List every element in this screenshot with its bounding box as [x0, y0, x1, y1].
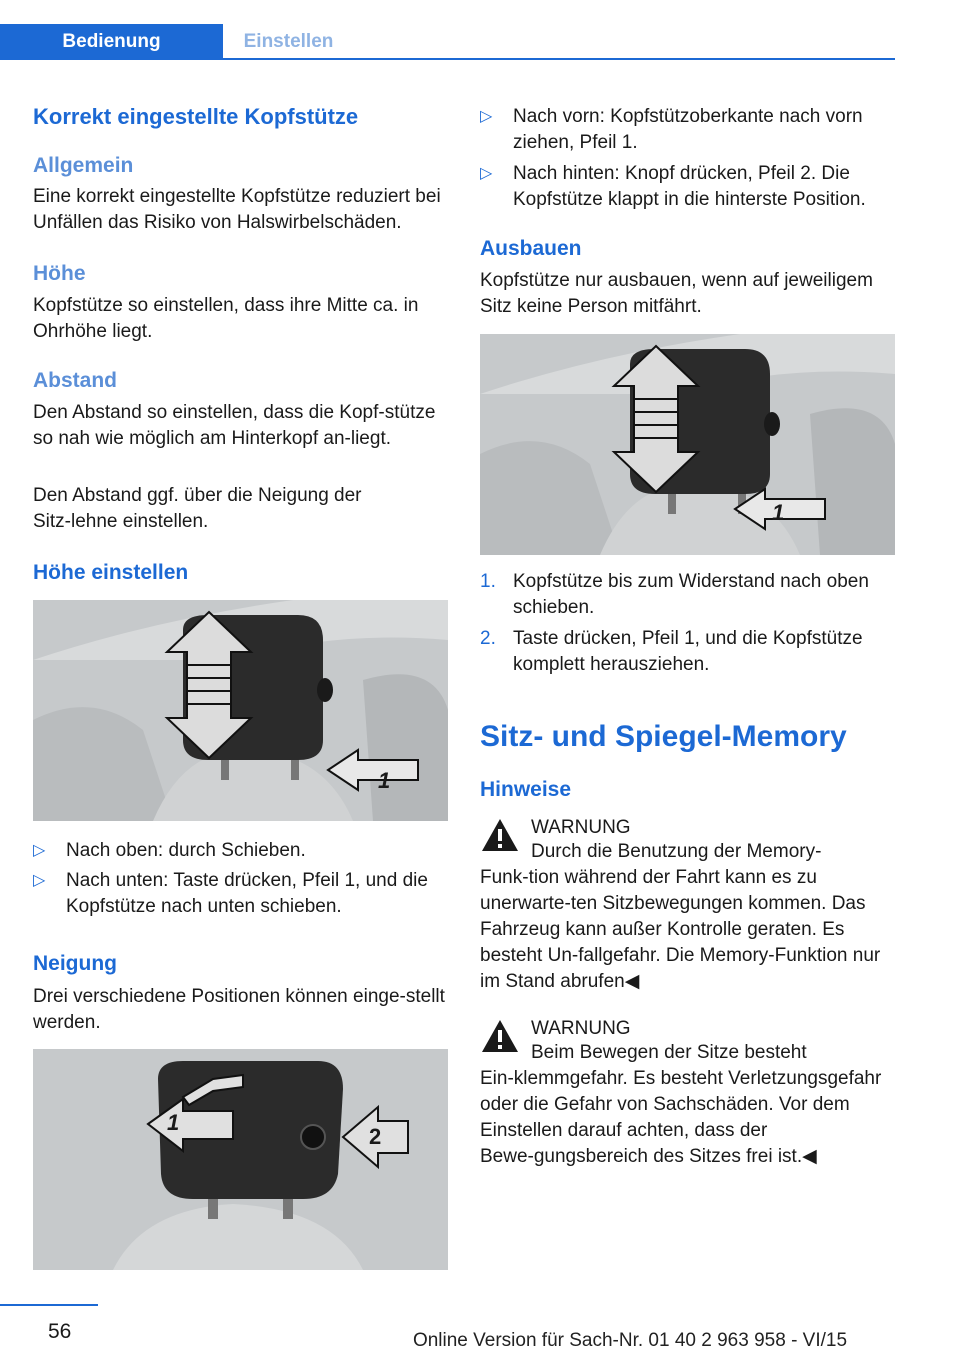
- page-number-rule: [0, 1304, 98, 1306]
- triangle-bullet-icon: ▷: [480, 108, 493, 125]
- heading-hinweise: Hinweise: [480, 778, 572, 801]
- text-hoehe: Kopfstütze so einstellen, dass ihre Mitte ca. in Ohrhöhe liegt.: [33, 295, 419, 342]
- figure2-label: 1: [772, 500, 785, 525]
- list-item: ▷ Nach hinten: Knopf drücken, Pfeil 2. Die Kopfstütze klappt in die hinterste Position.: [480, 163, 866, 210]
- section-title: Korrekt eingestellte Kopfstütze: [33, 104, 359, 129]
- figure-headrest-tilt: [33, 1049, 448, 1270]
- warning-2-title: WARNUNG: [531, 1018, 631, 1039]
- triangle-bullet-icon: ▷: [33, 872, 46, 889]
- figure1-label: 1: [378, 768, 391, 793]
- heading-memory: Sitz- und Spiegel-Memory: [480, 720, 847, 753]
- heading-abstand: Abstand: [33, 369, 117, 392]
- list-item: 2. Taste drücken, Pfeil 1, und die Kopfstütze komplett herausziehen.: [480, 628, 863, 675]
- figure-headrest-remove: [480, 334, 895, 555]
- list-item: 1. Kopfstütze bis zum Widerstand nach oben schieben.: [480, 571, 869, 618]
- figure3-label-1: 1: [167, 1110, 180, 1135]
- triangle-bullet-icon: ▷: [480, 165, 493, 182]
- heading-hoehe-einstellen: Höhe einstellen: [33, 561, 189, 584]
- heading-ausbauen: Ausbauen: [480, 237, 582, 260]
- heading-hoehe: Höhe: [33, 262, 86, 285]
- list-item: ▷ Nach unten: Taste drücken, Pfeil 1, und die Kopfstütze nach unten schieben.: [33, 870, 428, 917]
- text-allgemein: Eine korrekt eingestellte Kopfstütze reduziert bei Unfällen das Risiko von Halswirbelschäden.: [33, 186, 441, 233]
- list-item: ▷ Nach oben: durch Schieben.: [33, 838, 449, 864]
- text-neigung: Drei verschiedene Positionen können einge‑stellt werden.: [33, 986, 445, 1033]
- header-tabs: [0, 24, 895, 60]
- text-abstand-1: Den Abstand so einstellen, dass die Kopf‑stütze so nah wie möglich am Hinterkopf an‑liegt.: [33, 402, 436, 449]
- footer-text: Online Version für Sach-Nr. 01 40 2 963 958 - VI/15: [412, 1330, 848, 1351]
- text-ausbauen: Kopfstütze nur ausbauen, wenn auf jeweiligem Sitz keine Person mitfährt.: [480, 270, 873, 317]
- heading-allgemein: Allgemein: [33, 154, 134, 177]
- list-item: ▷ Nach vorn: Kopfstützoberkante nach vorn ziehen, Pfeil 1.: [480, 106, 863, 153]
- warning-1-text: Durch die Benutzung der Memory-Funk‑tion während der Fahrt kann es zu unerwarte‑ten Sitzbewegungen kommen. Das Fahrzeug kann außer Kontrolle geraten. Es besteht Un‑fallgefahr. Die Memory-Funktion nur im Stand abrufen◀: [480, 841, 881, 992]
- warning-2-text: Beim Bewegen der Sitze besteht Ein‑klemmgefahr. Es besteht Verletzungsgefahr oder die Gefahr von Sachschäden. Vor dem Einstellen darauf achten, dass der Bewe‑gungsbereich des Sitzes frei ist.◀: [480, 1042, 882, 1167]
- warning-1-title: WARNUNG: [531, 817, 631, 838]
- page-number: 56: [48, 1320, 72, 1343]
- heading-neigung: Neigung: [33, 952, 117, 975]
- triangle-bullet-icon: ▷: [33, 842, 46, 859]
- figure3-label-2: 2: [369, 1124, 382, 1149]
- tab-einstellen[interactable]: Einstellen: [243, 31, 334, 52]
- tab-bedienung[interactable]: Bedienung: [0, 24, 223, 60]
- text-abstand-2: Den Abstand ggf. über die Neigung der Sitz‑lehne einstellen.: [33, 485, 362, 532]
